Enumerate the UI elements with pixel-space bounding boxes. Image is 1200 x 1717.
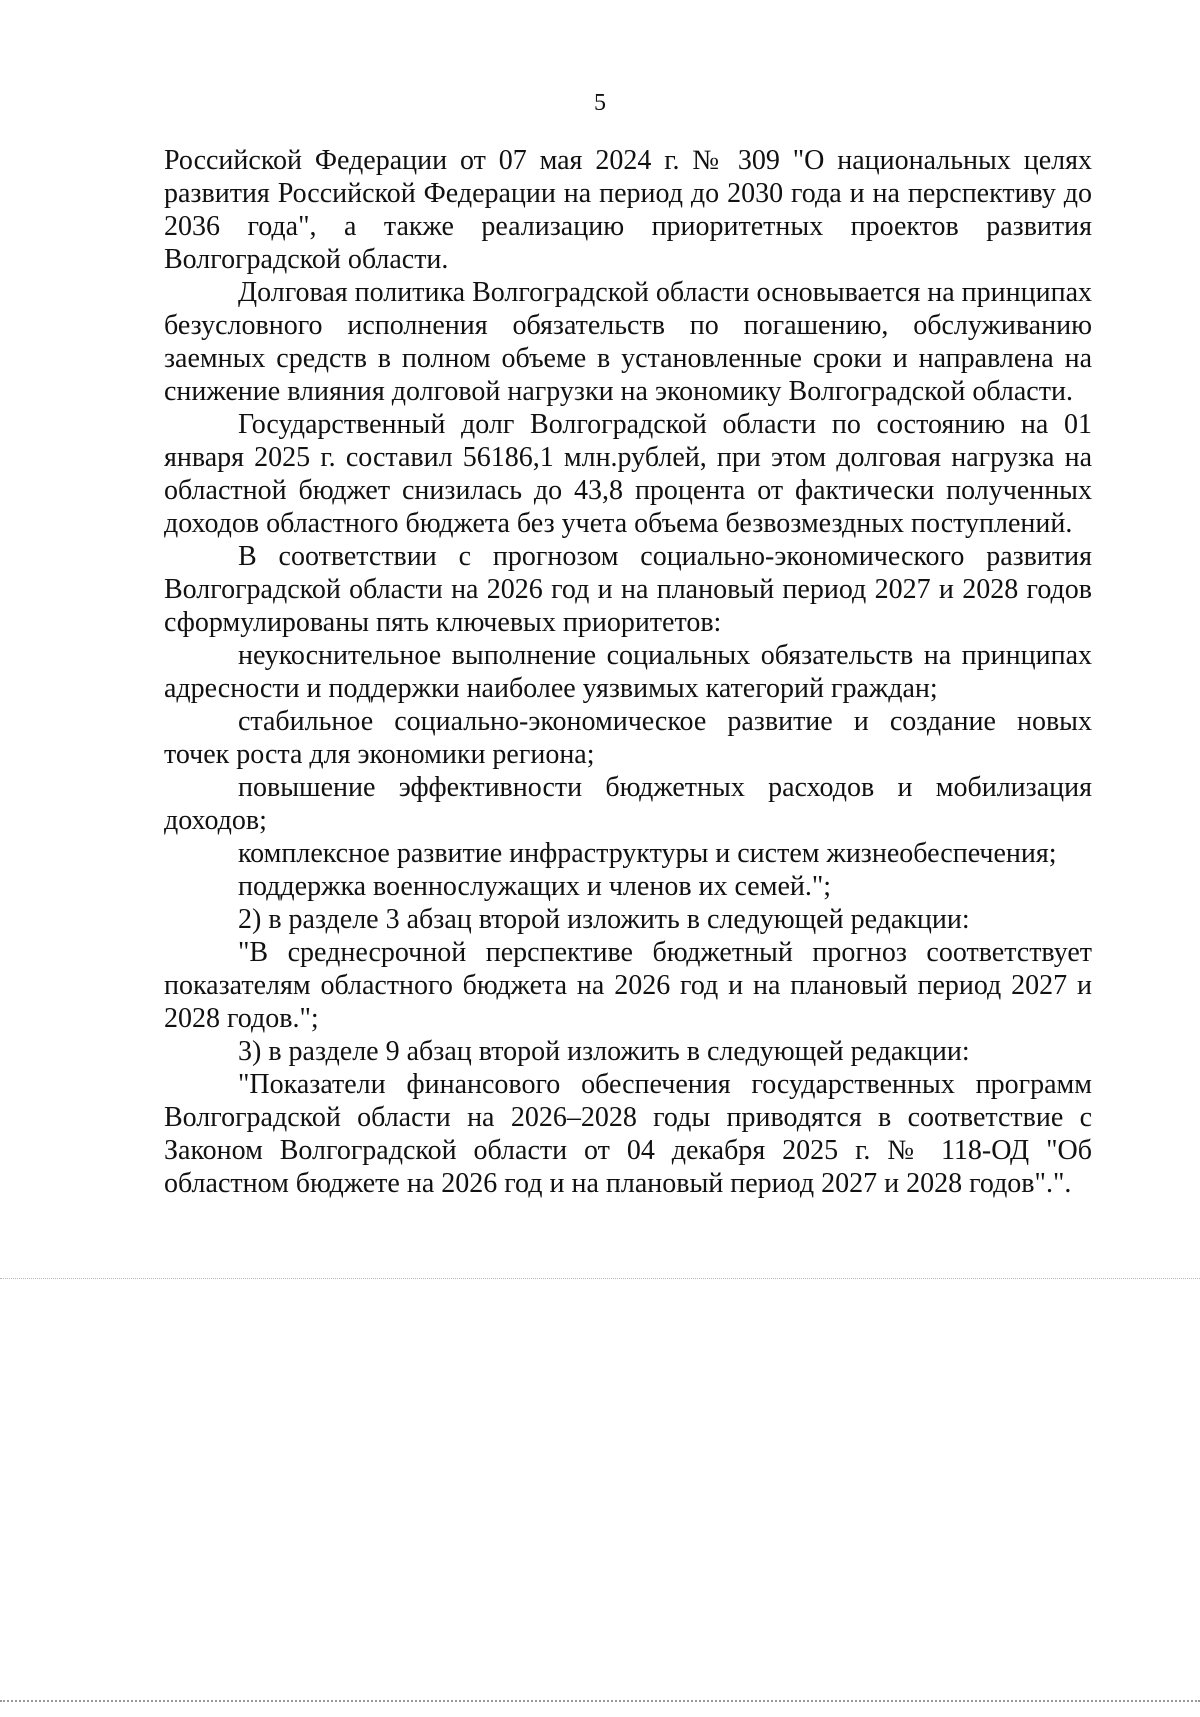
paragraph-1: Российской Федерации от 07 мая 2024 г. № 309 "О национальных целях развития Российской Федерации на период до 2030 года и на перспективу до 2036 года", а также реализацию приоритетных проектов развития Волгоградской области. [164, 145, 1092, 275]
paragraph-8: комплексное развитие инфраструктуры и систем жизнеобеспечения; [238, 838, 1057, 869]
paragraph-10: 2) в разделе 3 абзац второй изложить в следующей редакции: [238, 904, 970, 935]
paragraph-11: "В среднесрочной перспективе бюджетный прогноз соответствует показателям областного бюджета на 2026 год и на плановый период 2027 и 2028 годов."; [164, 937, 1092, 1034]
paragraph-3: Государственный долг Волгоградской области по состоянию на 01 января 2025 г. составил 56186,1 млн.рублей, при этом долговая нагрузка на областной бюджет снизилась до 43,8 процента от фактически полученных доходов областного бюджета без учета объема безвозмездных поступлений. [164, 409, 1092, 539]
paragraph-12: 3) в разделе 9 абзац второй изложить в следующей редакции: [238, 1036, 970, 1067]
paragraph-4: В соответствии с прогнозом социально-экономического развития Волгоградской области на 2026 год и на плановый период 2027 и 2028 годов сформулированы пять ключевых приоритетов: [164, 541, 1092, 638]
scan-artifact-bottom-line [0, 1700, 1200, 1702]
document-body [164, 144, 1092, 1200]
paragraph-6: стабильное социально-экономическое развитие и создание новых точек роста для экономики региона; [164, 706, 1092, 770]
paragraph-2: Долговая политика Волгоградской области основывается на принципах безусловного исполнения обязательств по погашению, обслуживанию заемных средств в полном объеме в установленные сроки и направлена на снижение влияния долговой нагрузки на экономику Волгоградской области. [164, 277, 1092, 407]
paragraph-7: повышение эффективности бюджетных расходов и мобилизация доходов; [164, 772, 1092, 836]
scan-artifact-line [0, 1278, 1200, 1279]
paragraph-9: поддержка военнослужащих и членов их семей."; [238, 871, 832, 902]
paragraph-5: неукоснительное выполнение социальных обязательств на принципах адресности и поддержки наиболее уязвимых категорий граждан; [164, 640, 1092, 704]
page-number: 5 [594, 90, 606, 116]
paragraph-13: "Показатели финансового обеспечения государственных программ Волгоградской области на 2026–2028 годы приводятся в соответствие с Законом Волгоградской области от 04 декабря 2025 г. № 118-ОД "Об областном бюджете на 2026 год и на плановый период 2027 и 2028 годов".". [164, 1069, 1092, 1199]
